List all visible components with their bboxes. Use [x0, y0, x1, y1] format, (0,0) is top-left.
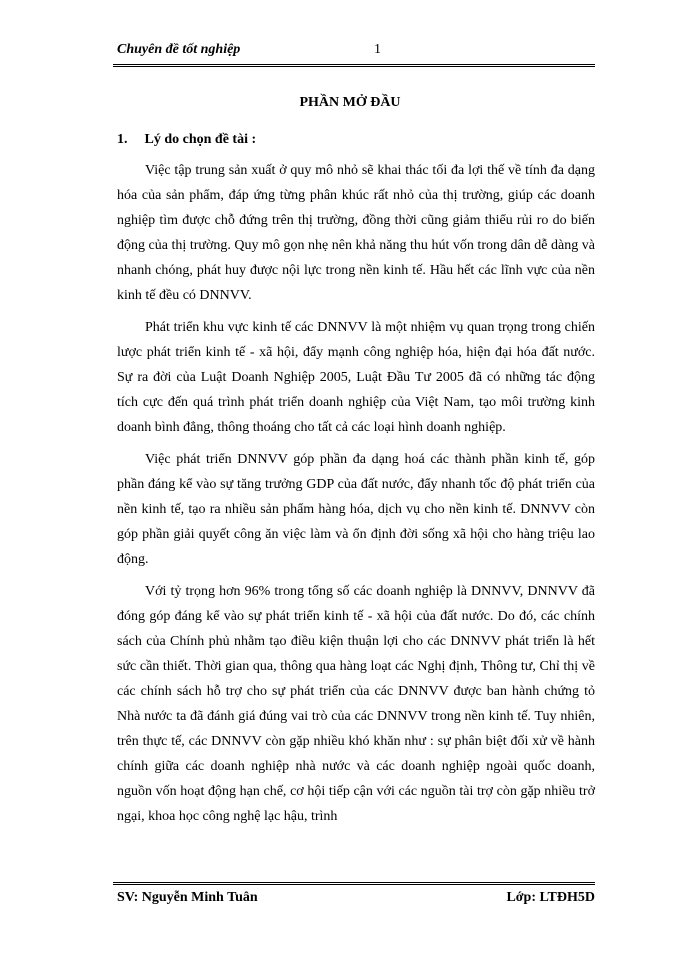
footer-class: Lớp: LTĐH5D: [506, 890, 595, 905]
header-title: Chuyên đề tốt nghiệp: [117, 42, 241, 57]
page-header: [113, 38, 595, 67]
section-number: 1.: [117, 132, 128, 147]
footer-student: SV: Nguyễn Minh Tuân: [117, 890, 258, 905]
section-heading: [117, 132, 256, 148]
paragraph: Phát triển khu vực kinh tế các DNNVV là một nhiệm vụ quan trọng trong chiến lược phát triển kinh tế - xã hội, đẩy mạnh công nghiệp hóa, hiện đại hóa đất nước. Sự ra đời của Luật Doanh Nghiệp 2005, Luật Đầu Tư 2005 đã có những tác động tích cực đến quá trình phát triển doanh nghiệp của Việt Nam, tạo môi trường kinh doanh bình đẳng, thông thoáng cho tất cả các loại hình doanh nghiệp.: [117, 320, 595, 435]
page-footer: [113, 882, 595, 913]
paragraph: Với tỷ trọng hơn 96% trong tổng số các doanh nghiệp là DNNVV, DNNVV đã đóng góp đáng kể vào sự phát triển kinh tế - xã hội của đất nước. Do đó, các chính sách của Chính phủ nhằm tạo điều kiện thuận lợi cho các DNNVV phát triển là hết sức cần thiết. Thời gian qua, thông qua hàng loạt các Nghị định, Thông tư, Chỉ thị về các chính sách hỗ trợ cho sự phát triển của các DNNVV được ban hành chứng tỏ Nhà nước ta đã đánh giá đúng vai trò của các DNNVV trong nền kinh tế. Tuy nhiên, trên thực tế, các DNNVV còn gặp nhiều khó khăn như : sự phân biệt đối xử về hành chính giữa các doanh nghiệp nhà nước và các doanh nghiệp ngoài quốc doanh, nguồn vốn hoạt động hạn chế, cơ hội tiếp cận với các nguồn tài trợ còn gặp nhiều trở ngại, khoa học công nghệ lạc hậu, trình: [117, 584, 595, 824]
document-title: PHẦN MỞ ĐẦU: [299, 95, 401, 110]
paragraph: Việc tập trung sản xuất ở quy mô nhỏ sẽ khai thác tối đa lợi thế về tính đa dạng hóa của sản phẩm, đáp ứng từng phân khúc rất nhỏ của thị trường, giúp các doanh nghiệp tìm được chỗ đứng trên thị trường, đồng thời cũng giảm thiểu rủi ro do biến động của thị trường. Quy mô gọn nhẹ nên khả năng thu hút vốn trong dân dễ dàng và nhanh chóng, phát huy được nội lực trong nền kinh tế. Hầu hết các lĩnh vực của nền kinh tế đều có DNNVV.: [117, 163, 595, 303]
section-heading-text: Lý do chọn đề tài :: [144, 132, 257, 147]
body-text: [117, 158, 595, 836]
paragraph: Việc phát triển DNNVV góp phần đa dạng hoá các thành phần kinh tế, góp phần đáng kể vào sự tăng trưởng GDP của đất nước, đẩy nhanh tốc độ phát triển của nền kinh tế, tạo ra nhiều sản phẩm hàng hóa, dịch vụ cho nền kinh tế. DNNVV còn góp phần giải quyết công ăn việc làm và ổn định đời sống xã hội cho hàng triệu lao động.: [117, 452, 595, 567]
page-number: 1: [374, 42, 381, 57]
